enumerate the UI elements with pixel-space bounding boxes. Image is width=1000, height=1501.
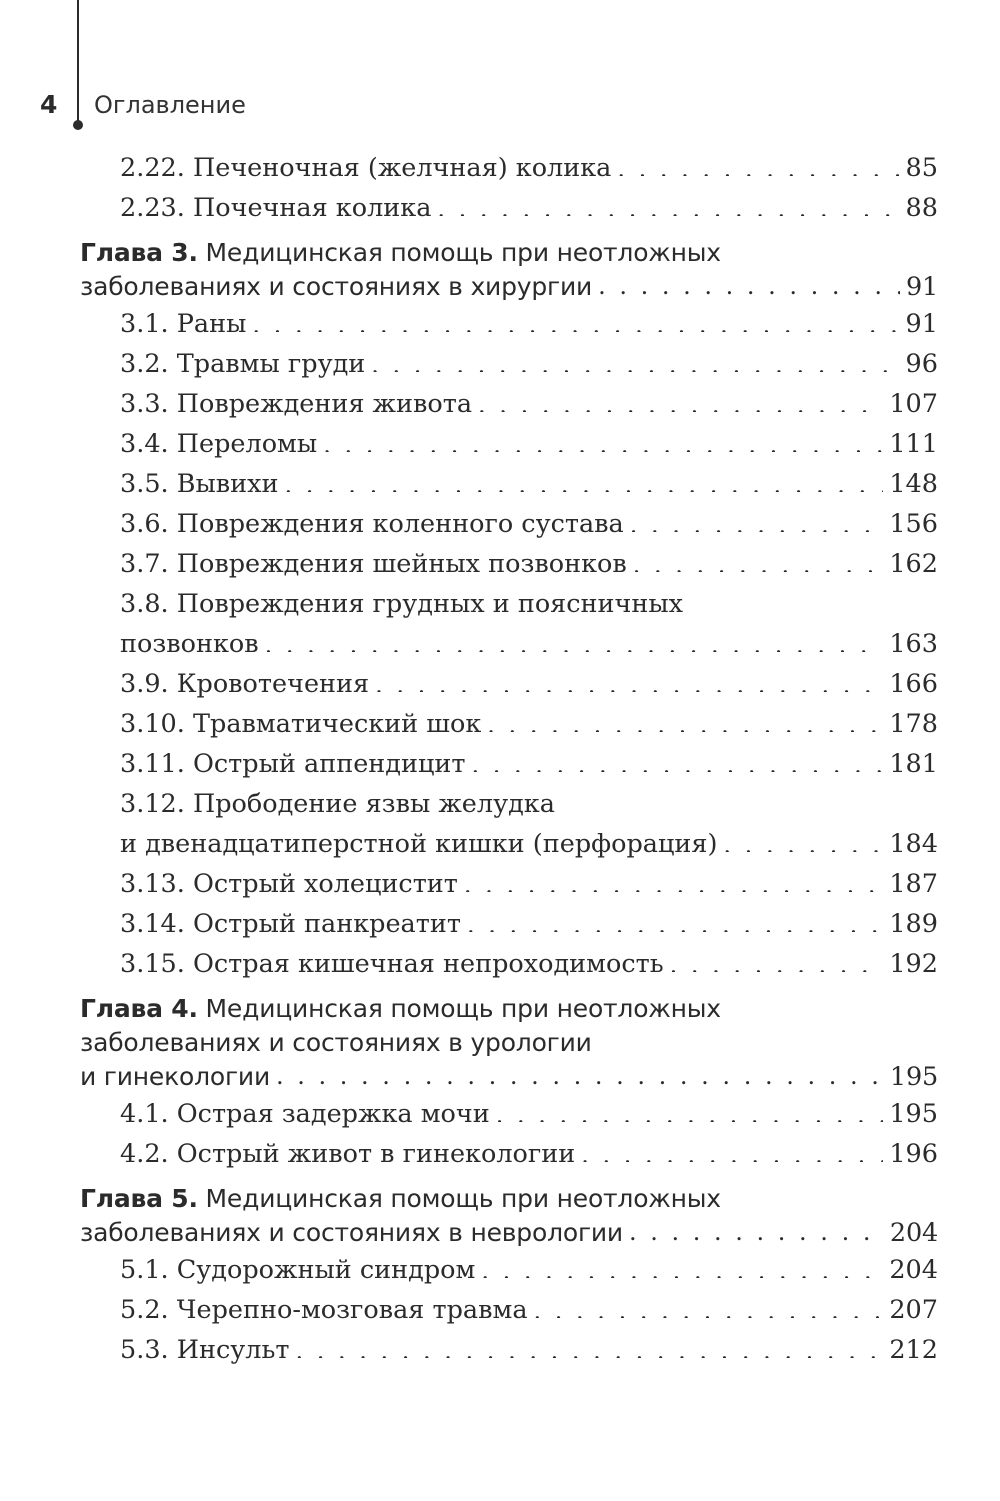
toc-section-entry[interactable]: [80, 148, 938, 188]
toc-page-number: 212: [889, 1335, 938, 1365]
toc-entry-line: [120, 1250, 938, 1290]
toc-page-number: 184: [889, 829, 938, 859]
toc-entry-line: [120, 784, 938, 824]
toc-entry-line: [120, 148, 938, 188]
toc-entry-line: [120, 304, 938, 344]
header-rule-dot: [73, 120, 83, 130]
toc-section-entry[interactable]: [80, 744, 938, 784]
toc-entry-line: [120, 464, 938, 504]
toc-entry-title: и гинекологии: [80, 1062, 271, 1091]
dot-leader: [265, 627, 884, 653]
toc-page-number: 85: [905, 153, 938, 183]
toc-section-entry[interactable]: [80, 904, 938, 944]
toc-section-entry[interactable]: [80, 344, 938, 384]
toc-section-entry[interactable]: [80, 864, 938, 904]
dot-leader: [598, 270, 900, 295]
toc-entry-title: [80, 994, 721, 1023]
dot-leader: [467, 907, 883, 933]
toc-entry-line: [80, 1026, 938, 1060]
toc-entry-title: [80, 238, 721, 267]
toc-page-number: 195: [889, 1062, 938, 1092]
toc-entry-title: 3.15. Острая кишечная непроходимость: [120, 949, 664, 979]
toc-section-entry[interactable]: [80, 1290, 938, 1330]
dot-leader: [323, 427, 883, 453]
dot-leader: [723, 827, 883, 853]
toc-section-entry[interactable]: [80, 1094, 938, 1134]
toc-page-number: 91: [905, 272, 938, 302]
toc-entry-line: [120, 624, 938, 664]
toc-entry-line: [120, 904, 938, 944]
toc-entry-line: [120, 188, 938, 228]
toc-entry-line: [120, 424, 938, 464]
chapter-title-text: Медицинская помощь при неотложных: [197, 1184, 721, 1213]
dot-leader: [471, 747, 883, 773]
toc-entry-title: 3.11. Острый аппендицит: [120, 749, 466, 779]
running-head: [0, 0, 1000, 140]
toc-section-entry[interactable]: [80, 424, 938, 464]
dot-leader: [276, 1060, 884, 1085]
toc-chapter-entry[interactable]: [80, 236, 938, 304]
toc-entry-title: 3.3. Повреждения живота: [120, 389, 473, 419]
toc-entry-title: 3.5. Вывихи: [120, 469, 279, 499]
dot-leader: [633, 547, 884, 573]
toc-section-entry[interactable]: [80, 704, 938, 744]
toc-entry-title: 3.13. Острый холецистит: [120, 869, 458, 899]
page-number: 4: [40, 90, 58, 119]
toc-entry-title: 3.12. Прободение язвы желудка: [120, 789, 555, 819]
dot-leader: [487, 707, 883, 733]
toc-entry-line: [80, 1216, 938, 1250]
toc-entry-title: [80, 1184, 721, 1213]
toc-page-number: 196: [889, 1139, 938, 1169]
toc-entry-line: [120, 384, 938, 424]
toc-section-entry[interactable]: [80, 1250, 938, 1290]
toc-entry-title: заболеваниях и состояниях в урологии: [80, 1028, 592, 1057]
toc-entry-line: [120, 584, 938, 624]
toc-page-number: 91: [905, 309, 938, 339]
toc-page-number: 96: [905, 349, 938, 379]
toc-entry-title: 3.14. Острый панкреатит: [120, 909, 461, 939]
toc-entry-line: [120, 1094, 938, 1134]
dot-leader: [630, 507, 884, 533]
toc-entry-title: 3.4. Переломы: [120, 429, 318, 459]
toc-entry-title: 2.23. Почечная колика: [120, 193, 432, 223]
toc-entry-title: 3.1. Раны: [120, 309, 247, 339]
dot-leader: [375, 667, 883, 693]
toc-entry-line: [80, 1182, 938, 1216]
toc-entry-title: 5.2. Черепно-мозговая травма: [120, 1295, 528, 1325]
toc-entry-line: [80, 236, 938, 270]
toc-page-number: 192: [889, 949, 938, 979]
dot-leader: [617, 151, 899, 177]
toc-entry-line: [120, 704, 938, 744]
toc-entry-title: 5.1. Судорожный синдром: [120, 1255, 476, 1285]
toc-section-entry[interactable]: [80, 1134, 938, 1174]
toc-entry-title: 3.10. Травматический шок: [120, 709, 482, 739]
toc-page-number: 88: [905, 193, 938, 223]
dot-leader: [295, 1333, 883, 1359]
toc-page-number: 166: [889, 669, 938, 699]
toc-entry-line: [120, 1134, 938, 1174]
toc-entry-line: [80, 1060, 938, 1094]
dot-leader: [534, 1293, 884, 1319]
dot-leader: [478, 387, 883, 413]
dot-leader: [481, 1253, 883, 1279]
dot-leader: [437, 191, 899, 217]
toc-page-number: 195: [889, 1099, 938, 1129]
toc-entry-line: [80, 992, 938, 1026]
toc-entry-title: позвонков: [120, 629, 259, 659]
toc-section-entry[interactable]: [80, 544, 938, 584]
dot-leader: [252, 307, 899, 333]
toc-entry-title: 3.6. Повреждения коленного сустава: [120, 509, 624, 539]
toc-entry-line: [80, 270, 938, 304]
toc-entry-title: 3.2. Травмы груди: [120, 349, 366, 379]
toc-entry-title: и двенадцатиперстной кишки (перфорация): [120, 829, 718, 859]
toc-section-entry[interactable]: [80, 188, 938, 228]
toc-page-number: 107: [889, 389, 938, 419]
toc-entry-title: 3.8. Повреждения грудных и поясничных: [120, 589, 684, 619]
toc-page-number: 207: [889, 1295, 938, 1325]
toc-entry-line: [120, 864, 938, 904]
toc-page-number: 189: [889, 909, 938, 939]
toc-section-entry[interactable]: [80, 664, 938, 704]
toc-entry-line: [120, 664, 938, 704]
table-of-contents: [80, 148, 938, 1370]
toc-section-entry[interactable]: [80, 944, 938, 984]
toc-entry-line: [120, 504, 938, 544]
toc-entry-line: [120, 344, 938, 384]
dot-leader: [371, 347, 899, 373]
dot-leader: [670, 947, 884, 973]
dot-leader: [629, 1216, 884, 1241]
toc-page-number: 204: [889, 1218, 938, 1248]
dot-leader: [464, 867, 883, 893]
toc-page-number: 148: [889, 469, 938, 499]
toc-entry-line: [120, 1290, 938, 1330]
toc-entry-line: [120, 824, 938, 864]
toc-page-number: 162: [889, 549, 938, 579]
toc-section-entry[interactable]: [80, 504, 938, 544]
toc-entry-title: 5.3. Инсульт: [120, 1335, 290, 1365]
toc-chapter-entry[interactable]: [80, 1182, 938, 1250]
toc-section-entry[interactable]: [80, 304, 938, 344]
toc-entry-line: [120, 944, 938, 984]
toc-chapter-entry[interactable]: [80, 992, 938, 1094]
toc-page-number: 204: [889, 1255, 938, 1285]
toc-section-entry[interactable]: [80, 784, 938, 864]
toc-entry-line: [120, 1330, 938, 1370]
toc-entry-title: заболеваниях и состояниях в хирургии: [80, 272, 593, 301]
dot-leader: [581, 1137, 883, 1163]
toc-section-entry[interactable]: [80, 584, 938, 664]
toc-page-number: 111: [889, 429, 938, 459]
toc-section-entry[interactable]: [80, 1330, 938, 1370]
toc-entry-title: 2.22. Печеночная (желчная) колика: [120, 153, 612, 183]
toc-entry-line: [120, 744, 938, 784]
toc-entry-title: 4.2. Острый живот в гинекологии: [120, 1139, 576, 1169]
dot-leader: [496, 1097, 884, 1123]
chapter-title-text: Медицинская помощь при неотложных: [197, 238, 721, 267]
toc-section-entry[interactable]: [80, 384, 938, 424]
chapter-label: Глава 3.: [80, 238, 198, 267]
toc-entry-title: 3.9. Кровотечения: [120, 669, 370, 699]
dot-leader: [285, 467, 884, 493]
header-rule: [77, 0, 79, 124]
chapter-label: Глава 5.: [80, 1184, 198, 1213]
toc-page-number: 181: [889, 749, 938, 779]
toc-entry-title: заболеваниях и состояниях в неврологии: [80, 1218, 623, 1247]
toc-entry-line: [120, 544, 938, 584]
toc-entry-title: 3.7. Повреждения шейных позвонков: [120, 549, 627, 579]
chapter-label: Глава 4.: [80, 994, 198, 1023]
toc-entry-title: 4.1. Острая задержка мочи: [120, 1099, 490, 1129]
section-title: Оглавление: [94, 91, 246, 119]
toc-page-number: 178: [889, 709, 938, 739]
toc-page-number: 156: [889, 509, 938, 539]
toc-section-entry[interactable]: [80, 464, 938, 504]
chapter-title-text: Медицинская помощь при неотложных: [197, 994, 721, 1023]
toc-page-number: 187: [889, 869, 938, 899]
toc-page-number: 163: [889, 629, 938, 659]
